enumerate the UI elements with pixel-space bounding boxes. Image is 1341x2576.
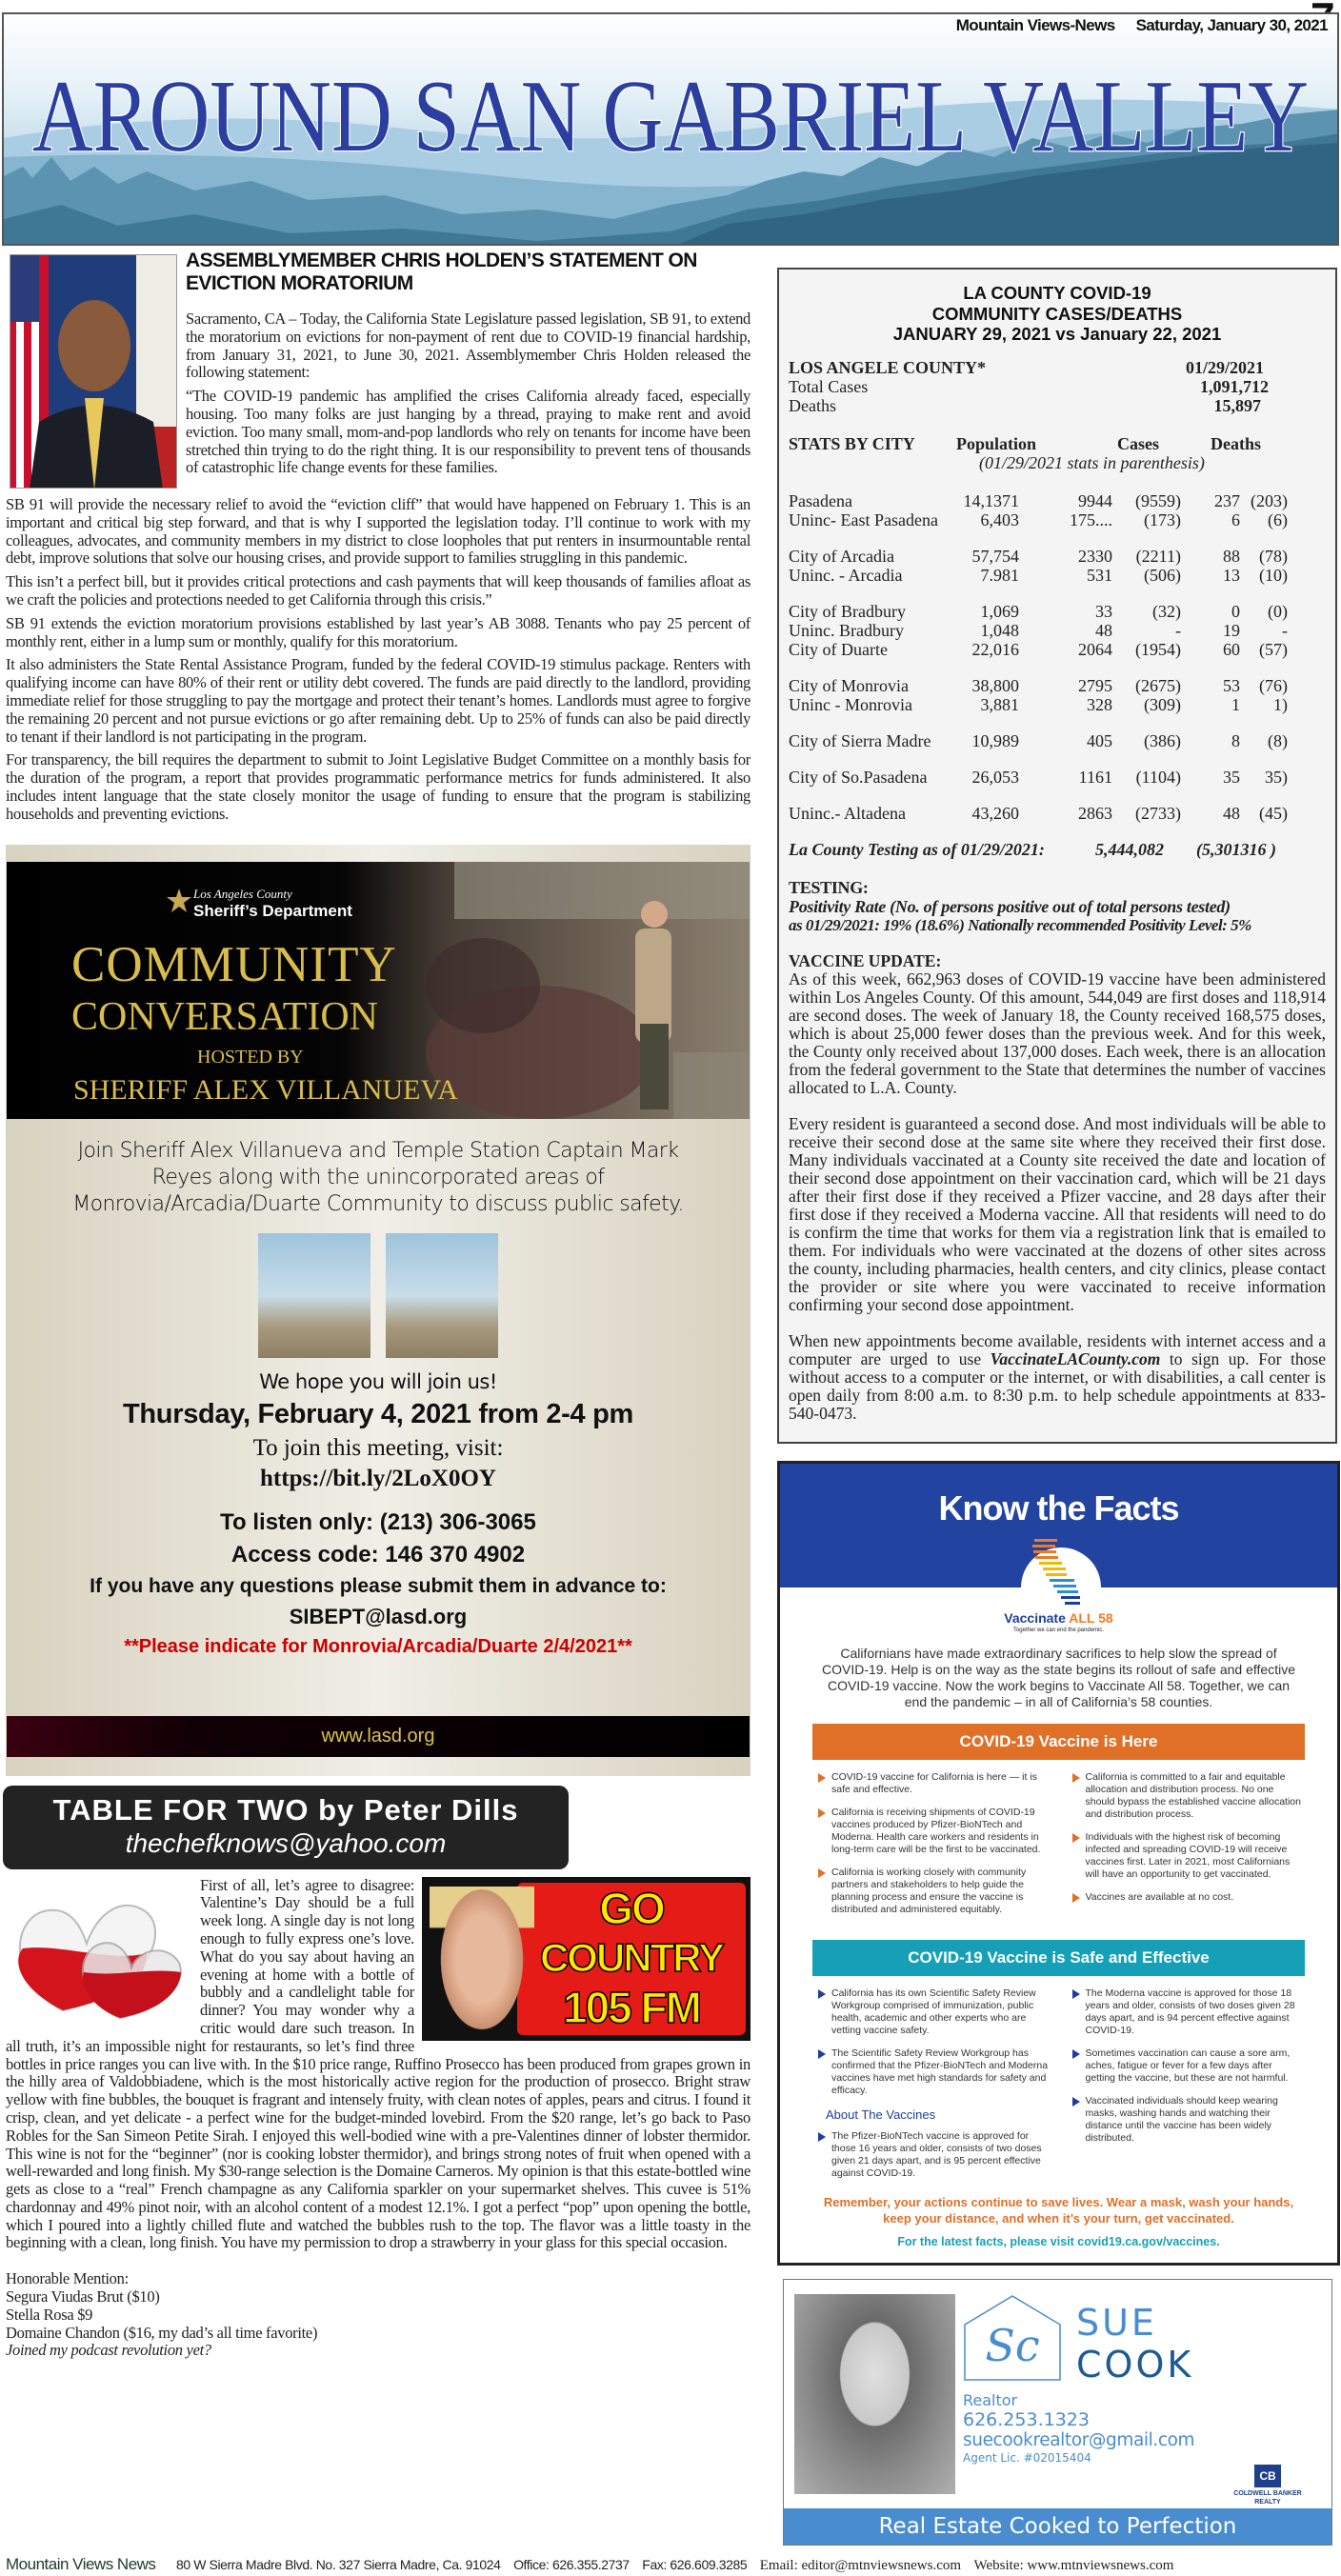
know-the-facts-ad xyxy=(777,1461,1340,2266)
table-row xyxy=(789,731,1326,750)
phone[interactable]: 626.253.1323 xyxy=(963,2408,1090,2430)
county-summary xyxy=(789,358,1326,415)
cell-deaths: 13 xyxy=(1223,565,1240,585)
bullet-item: The Moderna vaccine is approved for those 18 years and older, consists of two doses given 28 days apart, and is 94 percent effective against COVID-19. xyxy=(1072,1987,1306,2037)
article-body xyxy=(6,494,751,824)
footer-brand: Mountain Views News xyxy=(6,2554,156,2573)
bullet-item: California is receiving shipments of COVID-19 vaccines produced by Pfizer-BioNTech and Moderna. Health care workers and residents in long-term care will be the first to be vaccinated. xyxy=(818,1807,1051,1856)
cell-cases-prev: (309) xyxy=(1144,694,1181,714)
cell-deaths-prev: (76) xyxy=(1259,675,1288,695)
ad-invite: Join Sheriff Alex Villanueva and Temple Station Captain Mark Reyes along with the unincorporated areas of Monrovia/Arcadia/Duarte Community to discuss public safety. xyxy=(72,1138,684,1216)
bullet-item: Individuals with the highest risk of becoming infected and spreading COVID-19 will receive vaccines first. Later in 2021, most Californians will have an opportunity to get vaccinated. xyxy=(1072,1831,1306,1881)
table-row xyxy=(789,768,1326,787)
paragraph: First of all, let’s agree to disagree: Valentine’s Day should be a full week long. A single day is not long enough to fully express one’s love. What do you say about having an evening at home with a bottle of bubbly and a candlelight table for dinner? You may wonder why a critic would dare such treason. In all truth, it’s an impossible night for restaurants, so let’s find three bottles in price ranges you can live with. In the $10 price range, Ruffino Prosecco has been produced from grapes grown in the hilly area of Valdobbiadene, which is the most historically active region for the production of prosecco. Bright straw yellow with fine bubbles, the bouquet is fragrant and intensely fruity, with clean notes of apples, pears and citrus. I found it crisp, clean, and yet delicate - a perfect wine for the budget-minded lovebird. From the $20 range, let’s go back to Paso Robles for the San Simeon Petite Sirah. I enjoyed this well-bodied wine with a pre-Valentines dinner of lobster thermidor. This wine is not for the “beginner” (nor is cooking lobster thermidor), and brings strong notes of fruit when opened with a well-rewarded and long finish. My $30-range selection is the Domaine Carneros. My opinion is that this estate-bottled wine gets as close to a “real” French champagne as any California sparkler on your supermarket shelves. This cuvee is 51% chardonnay and 49% pinot noir, with an alcohol content of a modest 12.1%. I got a perfect “pop” upon opening the bottle, which I poured into a lightly chilled flute and watched the bubbles rush to the top. The flavor was a little toasty in the beginning with a clean, long finish. You have my permission to drop a strawberry in your glass for this special occasion. xyxy=(6,1875,751,2252)
logo-text: Vaccinate xyxy=(1004,1609,1070,1626)
cell-cases: 328 xyxy=(1087,694,1112,714)
ad-text-line: GO xyxy=(599,1883,664,1933)
facts-list-right xyxy=(1072,1771,1306,1904)
bullet-item: Vaccinated individuals should keep wearing masks, washing hands and watching their distance until the vaccine has been widely distributed. xyxy=(1072,2095,1306,2145)
col-deaths: Deaths xyxy=(1211,433,1261,453)
cell-deaths: 53 xyxy=(1223,675,1240,695)
testing-total-line xyxy=(789,840,1326,859)
total-cases-value: 1,091,712 xyxy=(1200,376,1269,396)
cell-deaths-prev: 35) xyxy=(1265,767,1288,787)
vaccinate-all-58-logo xyxy=(780,1610,1337,1627)
sue-cook-realtor-ad xyxy=(783,2279,1332,2546)
listen-phone: To listen only: (213) 306-3065 xyxy=(220,1508,536,1535)
ad-title-2: CONVERSATION xyxy=(71,994,379,1039)
ad-hero xyxy=(7,862,750,1119)
logo-line-2: Sheriff’s Department xyxy=(193,901,352,920)
wine-hearts-image xyxy=(6,1877,192,2020)
bullet-item: The Pfizer-BioNTech vaccine is approved for those 16 years and older, consists of two doses given 21 days apart, and is 95 percent effective against COVID-19. xyxy=(818,2130,1051,2180)
cell-cases: 9944 xyxy=(1078,490,1112,510)
cell-deaths-prev: (0) xyxy=(1268,601,1288,621)
cell-pop: 26,053 xyxy=(971,767,1019,787)
cell-cases: 531 xyxy=(1087,565,1112,585)
indicate-note: **Please indicate for Monrovia/Arcadia/Duarte 2/4/2021** xyxy=(124,1635,632,1657)
paragraph: “The COVID-19 pandemic has amplified the crises California already faced, especially housing. Too many folks are just hanging by a thread, praying to make rent and avoid eviction. Too many small, mom-and-pop landlords who rely on tenants for income have been stretched thin trying to do the right thing. It is our responsibility to prevent tens of thousands of catastrophic life change events for these families. xyxy=(186,387,751,477)
cell-pop: 1,048 xyxy=(980,620,1019,640)
cell-cases-prev: (2211) xyxy=(1135,546,1181,566)
paragraph: It also administers the State Rental Assistance Program, funded by the federal COVID-19 stimulus package. Renters with qualifying income can have 80% of their rent or utility debt covered. The funds are paid directly to the landlord, providing immediate relief for those struggling to pay the mortgage and protect their tenant’s homes. Landlords must agree to forgive the remaining 20 percent and not pursue evictions or go after remaining debt. Up to 25% of funds can also be paid directly to tenant if their landlord is not participating in the program. xyxy=(6,655,751,746)
table-row xyxy=(789,676,1326,695)
title-line: COMMUNITY CASES/DEATHS xyxy=(931,303,1183,324)
cell-pop: 1,069 xyxy=(980,601,1019,621)
sue-cook-photo xyxy=(794,2294,955,2494)
cell-cases: 2795 xyxy=(1078,675,1112,695)
total-cases-label: Total Cases xyxy=(789,376,869,396)
hosted-by: HOSTED BY xyxy=(197,1046,304,1068)
vaccine-signup-paragraph xyxy=(789,1332,1326,1423)
first-name: SUE xyxy=(1076,2301,1157,2344)
table-row xyxy=(789,491,1326,510)
mention-line: Domaine Chandon ($16, my dad’s all time favorite) xyxy=(6,2323,318,2342)
cell-cases-prev: (32) xyxy=(1152,601,1181,621)
tagline-banner: Real Estate Cooked to Perfection xyxy=(784,2508,1331,2545)
cell-city: City of Monrovia xyxy=(789,675,909,695)
mention-line: Segura Viudas Brut ($10) xyxy=(6,2287,160,2306)
positivity-line-2: as 01/29/2021: 19% (18.6%) Nationally recommended Positivity Level: 5% xyxy=(789,915,1251,934)
mention-line: Honorable Mention: xyxy=(6,2269,129,2288)
monogram: Sc xyxy=(985,2319,1040,2371)
brokerage xyxy=(1224,2489,1311,2506)
vaccine-heading: VACCINE UPDATE: xyxy=(789,950,942,970)
text: When new appointments become available, residents with internet access and a computer are urged to use xyxy=(789,1330,1326,1368)
ad-text-line: 105 FM xyxy=(563,1982,700,2032)
footer-fax: Fax: 626.609.3285 xyxy=(642,2556,748,2572)
vaccine-update xyxy=(789,952,1326,1423)
closing-line: Joined my podcast revolution yet? xyxy=(6,2341,211,2360)
ad-join: To join this meeting, visit: xyxy=(252,1434,504,1461)
col-cases: Cases xyxy=(1117,433,1159,453)
covid-stats-box xyxy=(777,268,1337,1444)
facts-list-right-2 xyxy=(1072,1987,1306,2145)
publication-name: Mountain Views-News xyxy=(955,16,1115,34)
questions-text: If you have any questions please submit them in advance to: xyxy=(90,1574,667,1597)
cell-cases-prev: (2733) xyxy=(1135,803,1181,823)
table-row xyxy=(789,510,1326,529)
paragraph: SB 91 will provide the necessary relief to avoid the “eviction cliff” that would have happened on February 1. This is an important and critical big step forward, and that is why I supported the legislation today. I’ll continue to work with my colleagues, advocates, and community members in my district to close loopholes that put renters in insurmountable rental debt, improve solutions that solve our housing crises, and provide support to families struggling in this pandemic. xyxy=(6,495,751,568)
lasd-website[interactable]: www.lasd.org xyxy=(7,1716,750,1757)
paragraph: Sacramento, CA – Today, the California State Legislature passed legislation, SB 91, to extend the moratorium on evictions for non-payment of rent due to COVID-19 financial hardship, from January 31, 2021, to June 30, 2021. Assemblymember Chris Holden released the following statement: xyxy=(186,310,751,382)
table-row xyxy=(789,804,1326,823)
stats-header xyxy=(789,434,1326,472)
cell-pop: 38,800 xyxy=(971,675,1019,695)
cell-city: Uninc- East Pasadena xyxy=(789,509,938,529)
cell-cases-prev: (386) xyxy=(1144,730,1181,750)
testing-heading: TESTING: xyxy=(789,877,869,897)
footer-website[interactable]: Website: www.mtnviewsnews.com xyxy=(973,2557,1174,2573)
ad-date-time: Thursday, February 4, 2021 from 2-4 pm xyxy=(122,1398,634,1429)
cell-city: Uninc. Bradbury xyxy=(789,620,904,640)
county-label: LOS ANGELE COUNTY* xyxy=(789,357,987,377)
cell-deaths-prev: (8) xyxy=(1268,730,1288,750)
bullet-item: California is working closely with community partners and stakeholders to help guide the planning process and ensure the vaccine is distributed and administered equitably. xyxy=(818,1867,1051,1916)
footer-email[interactable]: Email: editor@mtnviewsnews.com xyxy=(759,2557,962,2573)
cell-deaths: 19 xyxy=(1223,620,1240,640)
officer-photos xyxy=(7,1233,750,1358)
cell-city: City of Duarte xyxy=(789,639,888,659)
cell-city: Uninc. - Arcadia xyxy=(789,565,903,585)
vaccine-paragraphs xyxy=(789,970,1326,1314)
county-date: 01/29/2021 xyxy=(1185,357,1264,377)
section-bar-safe-effective: COVID-19 Vaccine is Safe and Effective xyxy=(812,1940,1305,1976)
ad-text-line: COUNTRY xyxy=(539,1934,724,1980)
columns xyxy=(0,250,1341,2546)
paragraph: For transparency, the bill requires the department to submit to Joint Legislative Budget Committee on a monthly basis for the duration of the program, a report that provides programmatic performance metrics for funds administered. It also includes intent language that the state closely monitor the usage of funding to ensure that the program is stabilizing households and preventing evictions. xyxy=(6,750,751,823)
vaccinate-la-link[interactable]: VaccinateLACounty.com xyxy=(990,1348,1161,1368)
facts-section-1 xyxy=(780,1771,1337,1927)
cell-cases-prev: - xyxy=(1175,620,1181,640)
holden-article xyxy=(6,250,751,824)
sheriff-star-icon xyxy=(167,889,191,917)
mention-line: Stella Rosa $9 xyxy=(6,2305,93,2324)
cell-deaths: 237 xyxy=(1214,490,1240,510)
ad-hope: We hope you will join us! xyxy=(259,1369,497,1393)
cell-deaths-prev: - xyxy=(1282,620,1288,640)
cell-city: Pasadena xyxy=(789,490,852,510)
host-name: SHERIFF ALEX VILLANUEVA xyxy=(73,1073,458,1106)
facts-title: Know the Facts xyxy=(938,1488,1179,1528)
paragraph: This isn’t a perfect bill, but it provides critical protections and cash payments that will keep thousands of families afloat as we craft the policies and protections needed to get California through this crisis.” xyxy=(6,572,751,609)
facts-intro: Californians have made extraordinary sacrifices to help slow the spread of COVID-19. Help is on the way as the state begins its rollout of safe and effective COVID-19 vaccine. Now the work begins to Vaccinate All 58. Together, we can end the pandemic – in all of California’s 58 counties. xyxy=(821,1645,1295,1709)
positivity-line-1: Positivity Rate (No. of persons positive out of total persons tested) xyxy=(789,896,1231,916)
testing-label: La County Testing as of 01/29/2021: xyxy=(789,839,1045,859)
paragraph: Every resident is guaranteed a second dose. And most individuals will be able to receive their second dose at the same site where they received their first dose. Many individuals vaccinated at a County site received the date and location of their second dose appointment on their vaccination card, which will be 21 days after their first dose if they received a Pfizer vaccine, and 28 days after their first dose if they received a Moderna vaccine. All that residents will need to do is confirm the time that works for them via a registration link that is emailed to them. For individuals who were vaccinated at the dozens of other sites across the county, including pharmacies, health centers, and city clinics, please contact the provider or site where you were vaccinated to receive information confirming your second dose appointment. xyxy=(789,1113,1326,1314)
sheriff-villanueva-photo xyxy=(386,1233,498,1358)
about-vaccines-heading: About The Vaccines xyxy=(826,2107,936,2122)
cell-city: City of Arcadia xyxy=(789,546,894,566)
cell-deaths-prev: (45) xyxy=(1259,803,1288,823)
lasd-logo xyxy=(167,887,352,921)
role: Realtor xyxy=(963,2390,1018,2409)
cell-deaths: 1 xyxy=(1231,694,1240,714)
cell-cases-prev: (1104) xyxy=(1135,767,1181,787)
cell-cases: 1161 xyxy=(1078,767,1112,787)
honorable-mentions xyxy=(6,2270,751,2360)
page-footer xyxy=(6,2555,1339,2576)
questions-email[interactable]: SIBEPT@lasd.org xyxy=(289,1604,468,1628)
bullet-item: Sometimes vaccination can cause a sore arm, aches, fatigue or fever for a few days after getting the vaccine, but these are not harmful. xyxy=(1072,2047,1306,2085)
coldwell-banker-logo: CB xyxy=(1254,2465,1281,2487)
bullet-item: California is committed to a fair and equitable allocation and distribution process. No one should bypass the established vaccine allocation and distribution process. xyxy=(1072,1771,1306,1821)
page-body xyxy=(0,250,1341,2576)
bullet-item: California has its own Scientific Safety Review Workgroup comprised of immunization, public health, academic and other experts who are vetting vaccine safety. xyxy=(818,1987,1051,2037)
brokerage-name: REALTY xyxy=(1254,2498,1281,2506)
go-country-105-ad xyxy=(422,1877,751,2041)
cell-pop: 3,881 xyxy=(980,694,1019,714)
logo-text: ALL 58 xyxy=(1069,1609,1113,1626)
contact-block xyxy=(963,2391,1194,2466)
cell-cases-prev: (9559) xyxy=(1135,490,1181,510)
cell-city: Uninc - Monrovia xyxy=(789,694,912,714)
deaths-label: Deaths xyxy=(789,395,836,415)
access-code: Access code: 146 370 4902 xyxy=(230,1541,526,1568)
cell-deaths-prev: 1) xyxy=(1273,694,1288,714)
cell-cases: 33 xyxy=(1095,601,1112,621)
bullet-item: Vaccines are available at no cost. xyxy=(1072,1891,1306,1904)
cell-deaths: 48 xyxy=(1223,803,1240,823)
cell-cases-prev: (2675) xyxy=(1135,675,1181,695)
cell-pop: 43,260 xyxy=(971,803,1019,823)
paragraph: As of this week, 662,963 doses of COVID-19 vaccine have been administered within Los Angeles County. Of this amount, 544,049 are first doses and 118,914 are second doses. The week of January 18, the County received 168,575 doses, which is about 25,000 fewer doses than the previous week. And for this week, the County only received about 137,000 doses. Each week, there is an allocation from the federal government to the State that determines the number of vaccines allocated to L.A. County. xyxy=(789,968,1326,1097)
title-line: JANUARY 29, 2021 vs January 22, 2021 xyxy=(892,324,1222,344)
article-headline: ASSEMBLYMEMBER CHRIS HOLDEN’S STATEMENT ON EVICTION MORATORIUM xyxy=(186,250,697,294)
bullet-item: The Scientific Safety Review Workgroup has confirmed that the Pfizer-BioNTech and Moderna vaccines have met high standards for safety and efficacy. xyxy=(818,2047,1051,2097)
stats-note: (01/29/2021 stats in parenthesis) xyxy=(979,452,1205,472)
stats-table xyxy=(789,491,1326,823)
col-stats-by-city: STATS BY CITY xyxy=(789,433,915,453)
paragraph: SB 91 extends the eviction moratorium provisions established by last year’s AB 3088. Tenants who pay 25 percent of monthly rent, either in a lump sum or monthly, qualify for this moratorium. xyxy=(6,613,751,650)
email[interactable]: suecookrealtor@gmail.com xyxy=(963,2429,1195,2450)
table-row xyxy=(789,566,1326,585)
section-banner xyxy=(2,12,1339,246)
col-population: Population xyxy=(956,433,1037,453)
facts-section-2 xyxy=(780,1987,1337,2190)
cell-city: Uninc.- Altadena xyxy=(789,803,906,823)
cell-deaths: 60 xyxy=(1223,639,1240,659)
cell-deaths: 35 xyxy=(1223,767,1240,787)
brokerage-name: COLDWELL BANKER xyxy=(1233,2489,1302,2497)
sheriff-community-conversation-ad xyxy=(6,845,751,1776)
cell-deaths-prev: (10) xyxy=(1259,565,1288,585)
sc-house-logo xyxy=(963,2294,1062,2382)
cell-cases: 405 xyxy=(1087,730,1112,750)
logo-line-1: Los Angeles County xyxy=(193,886,292,901)
cell-cases-prev: (1954) xyxy=(1135,639,1181,659)
cell-deaths-prev: (6) xyxy=(1268,509,1288,529)
cell-deaths: 6 xyxy=(1231,509,1240,529)
table-row xyxy=(789,602,1326,621)
cell-pop: 7.981 xyxy=(980,565,1019,585)
cell-pop: 57,754 xyxy=(971,546,1019,566)
facts-list-left-2 xyxy=(818,1987,1051,2097)
cell-city: City of Sierra Madre xyxy=(789,730,931,750)
column-email[interactable]: thechefknows@yahoo.com xyxy=(125,1827,447,1858)
dateline xyxy=(956,16,1328,35)
bullet-item: COVID-19 vaccine for California is here — it is safe and effective. xyxy=(818,1771,1051,1796)
title-line: LA COUNTY COVID-19 xyxy=(963,283,1151,303)
cell-deaths: 8 xyxy=(1231,730,1240,750)
column-title: TABLE FOR TWO by Peter Dills xyxy=(52,1792,519,1827)
cell-pop: 10,989 xyxy=(971,730,1019,750)
license: Agent Lic. #02015404 xyxy=(963,2450,1091,2465)
cell-deaths: 88 xyxy=(1223,546,1240,566)
facts-list-left xyxy=(818,1771,1051,1916)
cell-cases-prev: (506) xyxy=(1144,565,1181,585)
cell-cases-prev: (173) xyxy=(1144,509,1181,529)
cell-deaths: 0 xyxy=(1231,601,1240,621)
remember-message: Remember, your actions continue to save lives. Wear a mask, wash your hands, keep your distance, and when it’s your turn, get vaccinated. xyxy=(823,2194,1294,2226)
issue-date: Saturday, January 30, 2021 xyxy=(1135,16,1328,34)
cell-pop: 14,1371 xyxy=(963,490,1019,510)
cell-deaths-prev: (78) xyxy=(1259,546,1288,566)
testing-section xyxy=(789,878,1326,935)
cell-cases: 2330 xyxy=(1078,546,1112,566)
section-bar-vaccine-here: COVID-19 Vaccine is Here xyxy=(812,1724,1305,1760)
table-row xyxy=(789,695,1326,714)
cell-deaths-prev: (203) xyxy=(1251,490,1288,510)
cell-cases: 2863 xyxy=(1078,803,1112,823)
cell-cases: 175.... xyxy=(1070,509,1112,529)
last-name: COOK xyxy=(1076,2343,1194,2386)
covid-box-title xyxy=(789,283,1326,345)
table-row xyxy=(789,621,1326,640)
cell-city: City of So.Pasadena xyxy=(789,767,928,787)
cell-pop: 6,403 xyxy=(980,509,1019,529)
table-row xyxy=(789,640,1326,659)
deaths-value: 15,897 xyxy=(1213,395,1261,415)
latest-facts-link[interactable]: For the latest facts, please visit covid19.ca.gov/vaccines. xyxy=(897,2234,1220,2248)
captain-reyes-photo xyxy=(258,1233,370,1358)
testing-value: 5,444,082 xyxy=(1095,839,1164,859)
cell-cases: 48 xyxy=(1095,620,1112,640)
cell-city: City of Bradbury xyxy=(789,601,906,621)
meeting-link[interactable]: https://bit.ly/2LoX0OY xyxy=(260,1465,496,1491)
footer-office: Office: 626.355.2737 xyxy=(513,2556,630,2572)
california-logo-icon xyxy=(1013,1535,1109,1611)
footer-address: 80 W Sierra Madre Blvd. No. 327 Sierra Madre, Ca. 91024 xyxy=(175,2556,501,2572)
left-column xyxy=(6,250,751,2360)
column-header xyxy=(3,1786,569,1869)
section-title: AROUND SAN GABRIEL VALLEY xyxy=(32,60,1309,173)
mountain-landscape-image xyxy=(4,14,1339,246)
table-for-two-article xyxy=(6,1877,751,2361)
logo-tagline: Together we can end the pandemic. xyxy=(1012,1627,1105,1633)
facts-list-about xyxy=(818,2130,1051,2180)
cell-cases: 2064 xyxy=(1078,639,1112,659)
text: to sign up. For those without access to a computer or the internet, or with disabilities, a call center is open daily from 8:00 a.m. to 8:30 p.m. to help schedule appointments at 833-540-0473. xyxy=(789,1348,1326,1423)
cell-pop: 22,016 xyxy=(971,639,1019,659)
testing-prev: (5,301316 ) xyxy=(1196,839,1276,859)
chris-holden-photo xyxy=(10,254,177,489)
right-column xyxy=(777,268,1337,2546)
table-row xyxy=(789,547,1326,566)
ad-title-1: COMMUNITY xyxy=(71,936,397,992)
cell-deaths-prev: (57) xyxy=(1259,639,1288,659)
